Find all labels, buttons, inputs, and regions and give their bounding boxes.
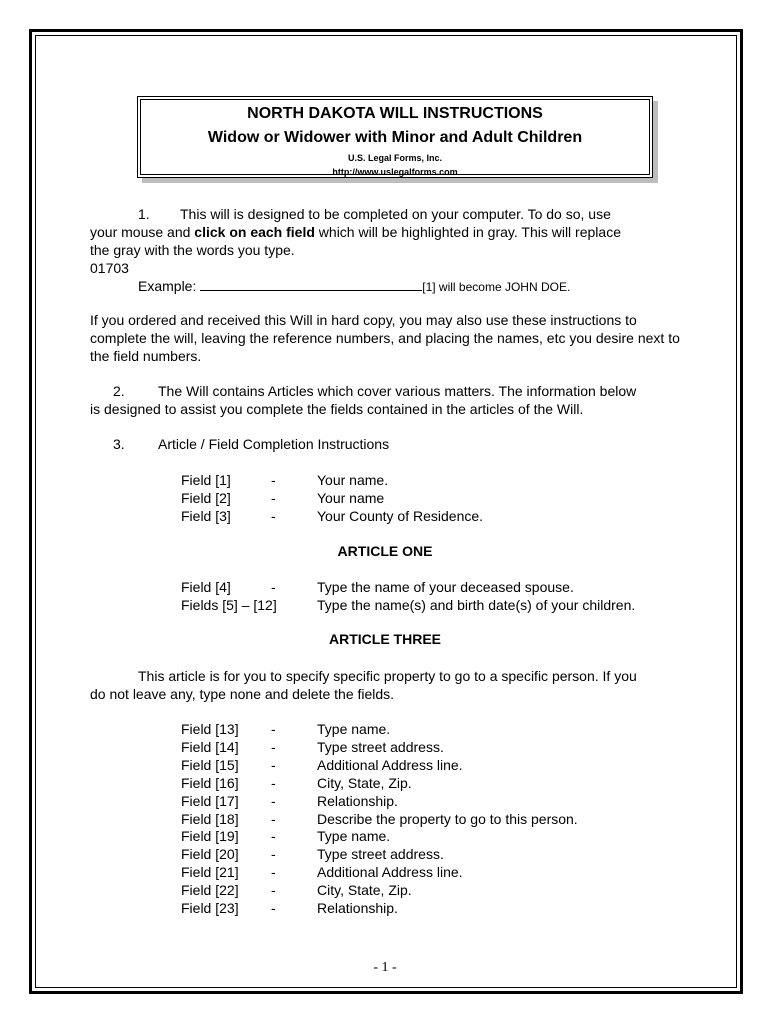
field-label: Field [22]: [181, 882, 239, 898]
field-dash: -: [271, 508, 276, 524]
field-desc: Your name: [317, 490, 385, 506]
field-label: Field [16]: [181, 775, 239, 791]
field-dash: -: [271, 846, 276, 862]
field-desc: City, State, Zip.: [317, 882, 412, 898]
field-desc: Type name.: [317, 721, 391, 737]
field-dash: -: [271, 739, 276, 755]
hardcopy-paragraph: If you ordered and received this Will in hard copy, you may also use these instructions to complete the will, leaving the reference numbers, and placing the names, etc you desire next to the field numbers.: [90, 312, 680, 364]
field-label: Field [13]: [181, 721, 239, 737]
field-desc: Type street address.: [317, 846, 444, 862]
page-number: - 1 -: [373, 960, 397, 975]
field-dash: -: [271, 721, 276, 737]
field-desc: Relationship.: [317, 900, 398, 916]
field-label: Field [23]: [181, 900, 239, 916]
form-code: 01703: [90, 260, 129, 276]
field-dash: -: [271, 811, 276, 827]
example-blank: [200, 278, 422, 291]
field-label: Field [19]: [181, 828, 239, 844]
field-dash: -: [271, 472, 276, 488]
field-dash: -: [271, 490, 276, 506]
field-dash: -: [271, 882, 276, 898]
field-desc: City, State, Zip.: [317, 775, 412, 791]
company-url: http://www.uslegalforms.com: [332, 167, 458, 177]
field-desc: Describe the property to go to this person.: [317, 811, 578, 827]
example-label: Example:: [138, 278, 197, 294]
field-label: Field [17]: [181, 793, 239, 809]
p3-number: 3.: [113, 436, 125, 452]
field-dash: -: [271, 900, 276, 916]
field-label: Field [20]: [181, 846, 239, 862]
field-label: Field [2]: [181, 490, 231, 506]
field-label: Field [15]: [181, 757, 239, 773]
company-name: U.S. Legal Forms, Inc.: [347, 153, 443, 163]
field-label: Field [18]: [181, 811, 239, 827]
field-dash: -: [271, 757, 276, 773]
p2-line2: is designed to assist you complete the fields contained in the articles of the Will.: [90, 401, 584, 417]
p1-line2-c: which will be highlighted in gray. This will replace: [314, 224, 621, 240]
field-dash: -: [271, 775, 276, 791]
p2-number: 2.: [113, 383, 125, 399]
field-desc: Type the name of your deceased spouse.: [317, 579, 574, 595]
article-three-line1: This article is for you to specify specific property to go to a specific person. If you: [138, 668, 637, 684]
title-box: [137, 96, 653, 178]
field-dash: -: [271, 864, 276, 880]
document-subtitle: Widow or Widower with Minor and Adult Children: [207, 129, 583, 146]
example-line: [138, 277, 570, 296]
field-label: Field [3]: [181, 508, 231, 524]
example-tail: [1] will become JOHN DOE.: [422, 280, 571, 294]
article-three-heading: ARTICLE THREE: [329, 631, 441, 647]
p1-line2: [90, 223, 621, 241]
field-desc: Type street address.: [317, 739, 444, 755]
field-dash: -: [271, 793, 276, 809]
p1-number: 1.: [138, 206, 150, 222]
article-three-line2: do not leave any, type none and delete the fields.: [90, 686, 395, 702]
field-desc: Additional Address line.: [317, 757, 463, 773]
p1-line3: the gray with the words you type.: [90, 242, 295, 258]
document-title: NORTH DAKOTA WILL INSTRUCTIONS: [247, 105, 543, 122]
field-dash: -: [271, 828, 276, 844]
field-desc: Your County of Residence.: [317, 508, 484, 524]
field-desc: Additional Address line.: [317, 864, 463, 880]
field-label: Field [1]: [181, 472, 231, 488]
p3-text: Article / Field Completion Instructions: [158, 436, 390, 452]
field-desc: Type name.: [317, 828, 391, 844]
p2-line1: The Will contains Articles which cover various matters. The information below: [158, 383, 637, 399]
field-desc: Relationship.: [317, 793, 398, 809]
field-dash: -: [271, 579, 276, 595]
field-label: Field [4]: [181, 579, 231, 595]
field-desc: Your name.: [317, 472, 389, 488]
p1-line2-bold: click on each field: [194, 224, 315, 240]
field-label: Fields [5] – [12]: [181, 597, 277, 613]
p1-line1: This will is designed to be completed on your computer. To do so, use: [180, 206, 611, 222]
p1-line2-a: your mouse and: [90, 224, 195, 240]
field-label: Field [14]: [181, 739, 239, 755]
field-label: Field [21]: [181, 864, 239, 880]
article-one-heading: ARTICLE ONE: [337, 543, 433, 559]
field-desc: Type the name(s) and birth date(s) of your children.: [317, 597, 636, 613]
